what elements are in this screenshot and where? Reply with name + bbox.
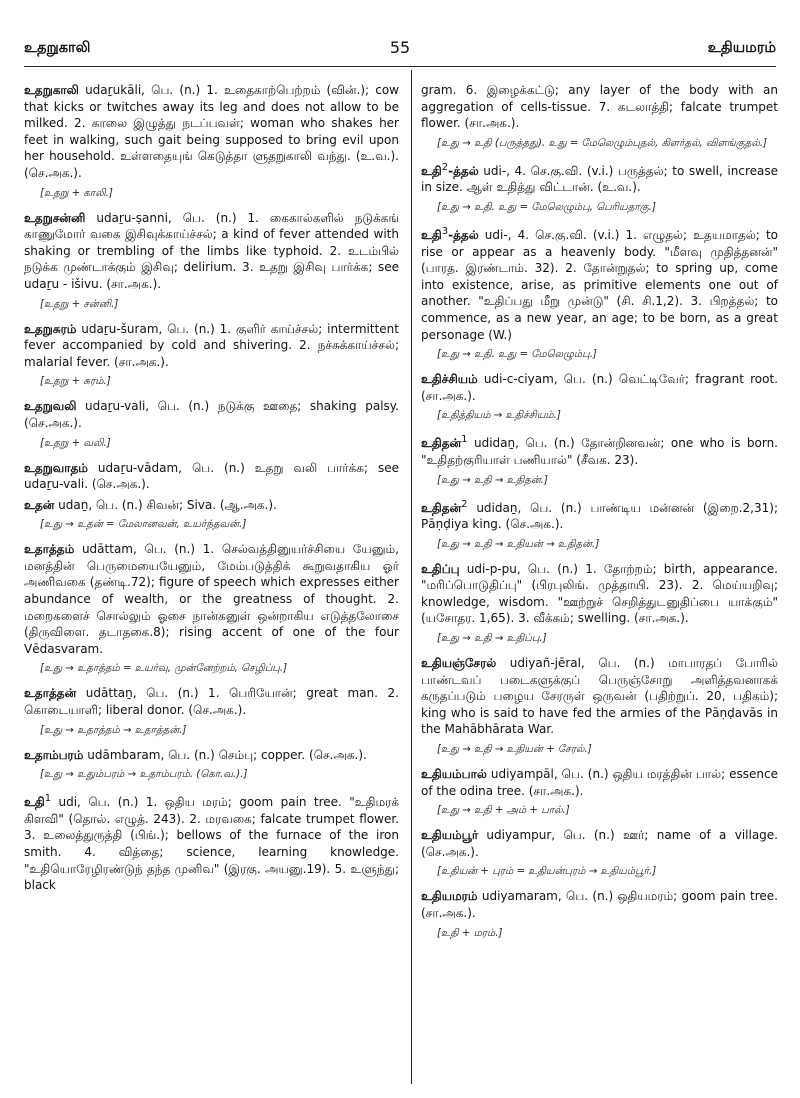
headword: உதாம்பரம்: [24, 747, 84, 762]
etymology-note: [உது → உதாத்தம் → உதாத்தன்.]: [40, 724, 187, 736]
homonym-number: 1: [44, 793, 52, 805]
headword: உதியமரம்: [421, 889, 478, 904]
headword-suffix: -த்தல்: [448, 163, 479, 178]
entry-definition: udāttam, பெ. (n.) 1. செல்வத்தினுயர்ச்சியை யேனும், மனத்தின் பெருமையையேனும், மேம்படுத்திக் கூறுவதாகிய ஓர் அணிவகை (தண்டி.72); figure of speech which expresses either abundance of wealth, or the greatness of thought. 2. மறைகளைச் சொல்லும் ஓசை நான்கனுள் ஒன்றாகிய எடுத்தலோசை (திருவிளை. தடாதகை.8); rising accent of one of the four Vēdasvaram.: [24, 542, 399, 656]
dictionary-entry: [24, 398, 399, 431]
etymology-note: [உதறு + வலி.]: [40, 437, 111, 449]
headword: உதறுகாலி: [24, 83, 79, 97]
etymology-note: [உது → உதி → உதிதன்.]: [437, 474, 548, 486]
entry-definition: udi-c-ciyam, பெ. (n.) வெட்டிவேர்; fragrant root. (சா.அக.).: [421, 372, 778, 403]
headword-suffix: -த்தல்: [448, 227, 479, 242]
etymology-note: [உதியன் + புரம் = உதியன்புரம் → உதியம்பூர்.]: [437, 866, 657, 878]
headword: உதியம்பால்: [421, 767, 487, 782]
etymology-note: [உது → உதி + அம் + பால்.]: [437, 805, 570, 817]
dictionary-entry: [421, 766, 778, 799]
etymology-note: [உது → உதும்பரம் → உதாம்பரம். (கொ.வ.).]: [40, 769, 248, 781]
homonym-number: 2: [461, 498, 468, 510]
etymology-note: [உது → உதி. உது = மேலெழும்பு, பெரியதாகு.]: [437, 201, 656, 213]
entry-definition: udiyampāl, பெ. (n.) ஒதிய மரத்தின் பால்; essence of the odina tree. (சா.அக.).: [421, 767, 778, 798]
homonym-number: 1: [461, 434, 468, 446]
homonym-number: 2: [441, 161, 449, 173]
headword: உதிப்பு: [421, 561, 460, 576]
entry-definition: udiyañ-jēral, பெ. (n.) மாபாரதப் போரில் பாண்டவப் படைகளுக்குப் பெருஞ்சோறு அளித்தவனாகக் கருதப்படும் பழைய சேரருள் ஒருவன் (பதிற்றுப். 20, பதிகம்); king who is said to have fed the armies of the Pāṇḍavās in the Mahābhārata War.: [421, 656, 778, 737]
entry-definition: udi-, 4. செ.கு.வி. (v.i.) 1. எழுதல்; உதயமாதல்; to rise or appear as a heavenly body. "மீளவு முதித்தனன்" (பாரத. இரண்டாம். 32). 2. தோன்றுதல்; to spring up, come into existence, arise, as primitive elements one out of another. "உதிப்பது மீறு முன்டு" (சி. சி.1,2). 3. பிறத்தல்; to commence, as a new year, an age; to be born, as a great personage (W.): [421, 227, 778, 342]
entry-definition: udaṟukāli, பெ. (n.) 1. உதைகாற்பெற்றம் (வின்.); cow that kicks or twitches away its leg and does not allow to be milked. 2. காலை இழுத்து நடப்பவள்; woman who shakes her feet in walking, such gait being supposed to bring evil upon her household. உள்ளதையுங் கெடுத்தா ளுதறுகாலி வந்து. (உ.வ.). (செ.அக.).: [24, 83, 399, 180]
headword: உதிச்சியம்: [421, 372, 478, 387]
header-left-guideword: உதறுகாலி: [24, 40, 91, 56]
header-rule: [24, 66, 776, 67]
entry-definition: udaṟu-vādam, பெ. (n.) உதறு வலி பார்க்க; see udaṟu-vali. (செ.அக.).: [24, 460, 399, 492]
dictionary-entry: [24, 541, 399, 657]
headword: உதி: [421, 163, 442, 178]
dictionary-entry: [421, 561, 778, 627]
entry-definition: udiyamaram, பெ. (n.) ஒதியமரம்; goom pain tree. (சா.அக.).: [421, 889, 778, 920]
dictionary-entry: [24, 321, 399, 371]
left-column: [24, 82, 399, 898]
headword: உதன்: [24, 497, 55, 512]
entry-definition: udaṉ, பெ. (n.) சிவன்; Siva. (ஆ.அக.).: [54, 497, 277, 512]
dictionary-entry: [421, 888, 778, 921]
entry-definition: udidaṉ, பெ. (n.) தோன்றினவன்; one who is born. "உதிதற்குரியாள் பணியால்" (சீவக. 23).: [421, 436, 778, 467]
headword: உதி: [24, 795, 45, 810]
etymology-note: [உதி + மரம்.]: [437, 927, 503, 939]
entry-definition: udāttaṉ, பெ. (n.) 1. பெரியோன்; great man. 2. கொடையாளி; liberal donor. (செ.அக.).: [24, 686, 399, 718]
entry-definition: gram. 6. இழைக்கட்டு; any layer of the body with an aggregation of cells-tissue. 7. கடலாத்தி; falcate trumpet flower. (சா.அக.).: [421, 83, 778, 131]
dictionary-entry: [421, 224, 778, 343]
headword: உதியஞ்சேரல்: [421, 656, 497, 671]
dictionary-entry: [24, 210, 399, 293]
header-right-guideword: உதியமரம்: [707, 40, 776, 56]
etymology-note: [உதறு + காலி.]: [40, 187, 113, 199]
headword: உதியம்பூர்: [421, 828, 479, 843]
headword: உதறுசன்னி: [24, 210, 86, 225]
entry-definition: udaṟu-vali, பெ. (n.) நடுக்கு ஊதை; shaking palsy. (செ.அக.).: [24, 399, 399, 430]
headword: உதிதன்: [421, 436, 462, 451]
headword: உதறுவலி: [24, 399, 77, 414]
etymology-note: [உதித்தியம் → உதிச்சியம்.]: [437, 410, 561, 422]
dictionary-entry: [421, 160, 778, 196]
dictionary-entry: [421, 371, 778, 404]
headword: உதிதன்: [421, 500, 462, 515]
etymology-note: [உதறு + சுரம்.]: [40, 376, 111, 388]
dictionary-entry: [421, 655, 778, 738]
etymology-note: [உது → உதி. உது = மேலெழும்பு.]: [437, 349, 597, 361]
dictionary-entry: [421, 432, 778, 468]
headword: உதறுசுரம்: [24, 321, 77, 336]
etymology-note: [உது → உதி → உதிப்பு.]: [437, 633, 547, 645]
headword: உதி: [421, 227, 442, 242]
page-header: [24, 40, 776, 64]
etymology-note: [உது → உதி (பருத்தது). உது = மேலெழும்புதல், கிளர்தல், விளங்குதல்.]: [437, 137, 768, 149]
entry-definition: udaṟu-ṣanni, பெ. (n.) 1. கைகால்களில் நடுக்கங் காணுமோர் வகை இசிவுக்காய்ச்சல்; a kind of fever attended with shaking or trembling of the limbs like typhoid. 2. உடம்பில் நடுக்க முண்டாக்கும் இசிவு; delirium. 3. உதறு இசிவு பார்க்க; see udaṟu - išivu. (சா.அக.).: [24, 210, 399, 291]
dictionary-entry: [24, 685, 399, 718]
dictionary-entry: [24, 460, 399, 493]
right-column: [421, 82, 778, 950]
entry-definition: udiyampur, பெ. (n.) ஊர்; name of a village. (செ.அக.).: [421, 828, 778, 859]
dictionary-entry: [24, 791, 399, 894]
headword: உதாத்தன்: [24, 686, 77, 701]
column-divider: [411, 70, 412, 1084]
entry-definition: udi, பெ. (n.) 1. ஒதிய மரம்; goom pain tree. "உதிமரக் கிளவி" (தொல். எழுத். 243). 2. மரவகை; falcate trumpet flower. 3. உலைத்துருத்தி (பிங்.); bellows of the furnace of the iron smith. 4. வித்தை; science, learning knowledge. "உதியொரேழிரண்டுந் தந்த முனிவ" (இரகு. அயனு.19). 5. உளுந்து; black: [24, 795, 399, 893]
dictionary-entry: [24, 747, 399, 764]
headword: உதறுவாதம்: [24, 460, 88, 475]
dictionary-entry: [24, 82, 399, 182]
entry-definition: udāmbaram, பெ. (n.) செம்பு; copper. (செ.அக.).: [83, 747, 367, 762]
dictionary-entry: [421, 827, 778, 860]
entry-definition: udaṟu-šuram, பெ. (n.) 1. குளிர் காய்ச்சல்; intermittent fever accompanied by cold and shivering. 2. நச்சுக்காய்ச்சல்; malarial fever. (சா.அக.).: [24, 321, 399, 369]
etymology-note: [உது → உதி → உதியன் → உதிதன்.]: [437, 538, 600, 550]
etymology-note: [உது → உதி → உதியன் + சேரல்.]: [437, 744, 592, 756]
dictionary-entry: [421, 497, 778, 533]
etymology-note: [உது → உதன் = மேலானவன், உயர்ந்தவன்.]: [40, 519, 247, 531]
page-number: 55: [389, 38, 411, 57]
entry-definition: udi-, 4. செ.கு.வி. (v.i.) பருத்தல்; to swell, increase in size. ஆள் உதித்து விட்டான். (உ.வ.).: [421, 163, 778, 195]
headword: உதாத்தம்: [24, 542, 75, 557]
etymology-note: [உதறு + சன்னி.]: [40, 298, 119, 310]
dictionary-entry: [24, 497, 399, 514]
entry-definition: udi-p-pu, பெ. (n.) 1. தோற்றம்; birth, appearance. "மரிப்பொடுதிப்பு" (பிரபுலிங். முத்தாயி. 23). 2. மெய்யறிவு; knowledge, wisdom. "ஊற்றுச் செறித்துடனுதிப்பை யாக்கும்" (யசோதர. 1,65). 3. வீக்கம்; swelling. (சா.அக.).: [421, 561, 778, 626]
entry-definition: udidaṉ, பெ. (n.) பாண்டிய மன்னன் (இறை.2,31); Pāṇḍiya king. (செ.அக.).: [421, 500, 778, 532]
homonym-number: 3: [441, 225, 449, 237]
etymology-note: [உது → உதாத்தம் = உயர்வு, முன்னேற்றம், செழிப்பு.]: [40, 663, 288, 675]
dictionary-entry: [421, 82, 778, 132]
